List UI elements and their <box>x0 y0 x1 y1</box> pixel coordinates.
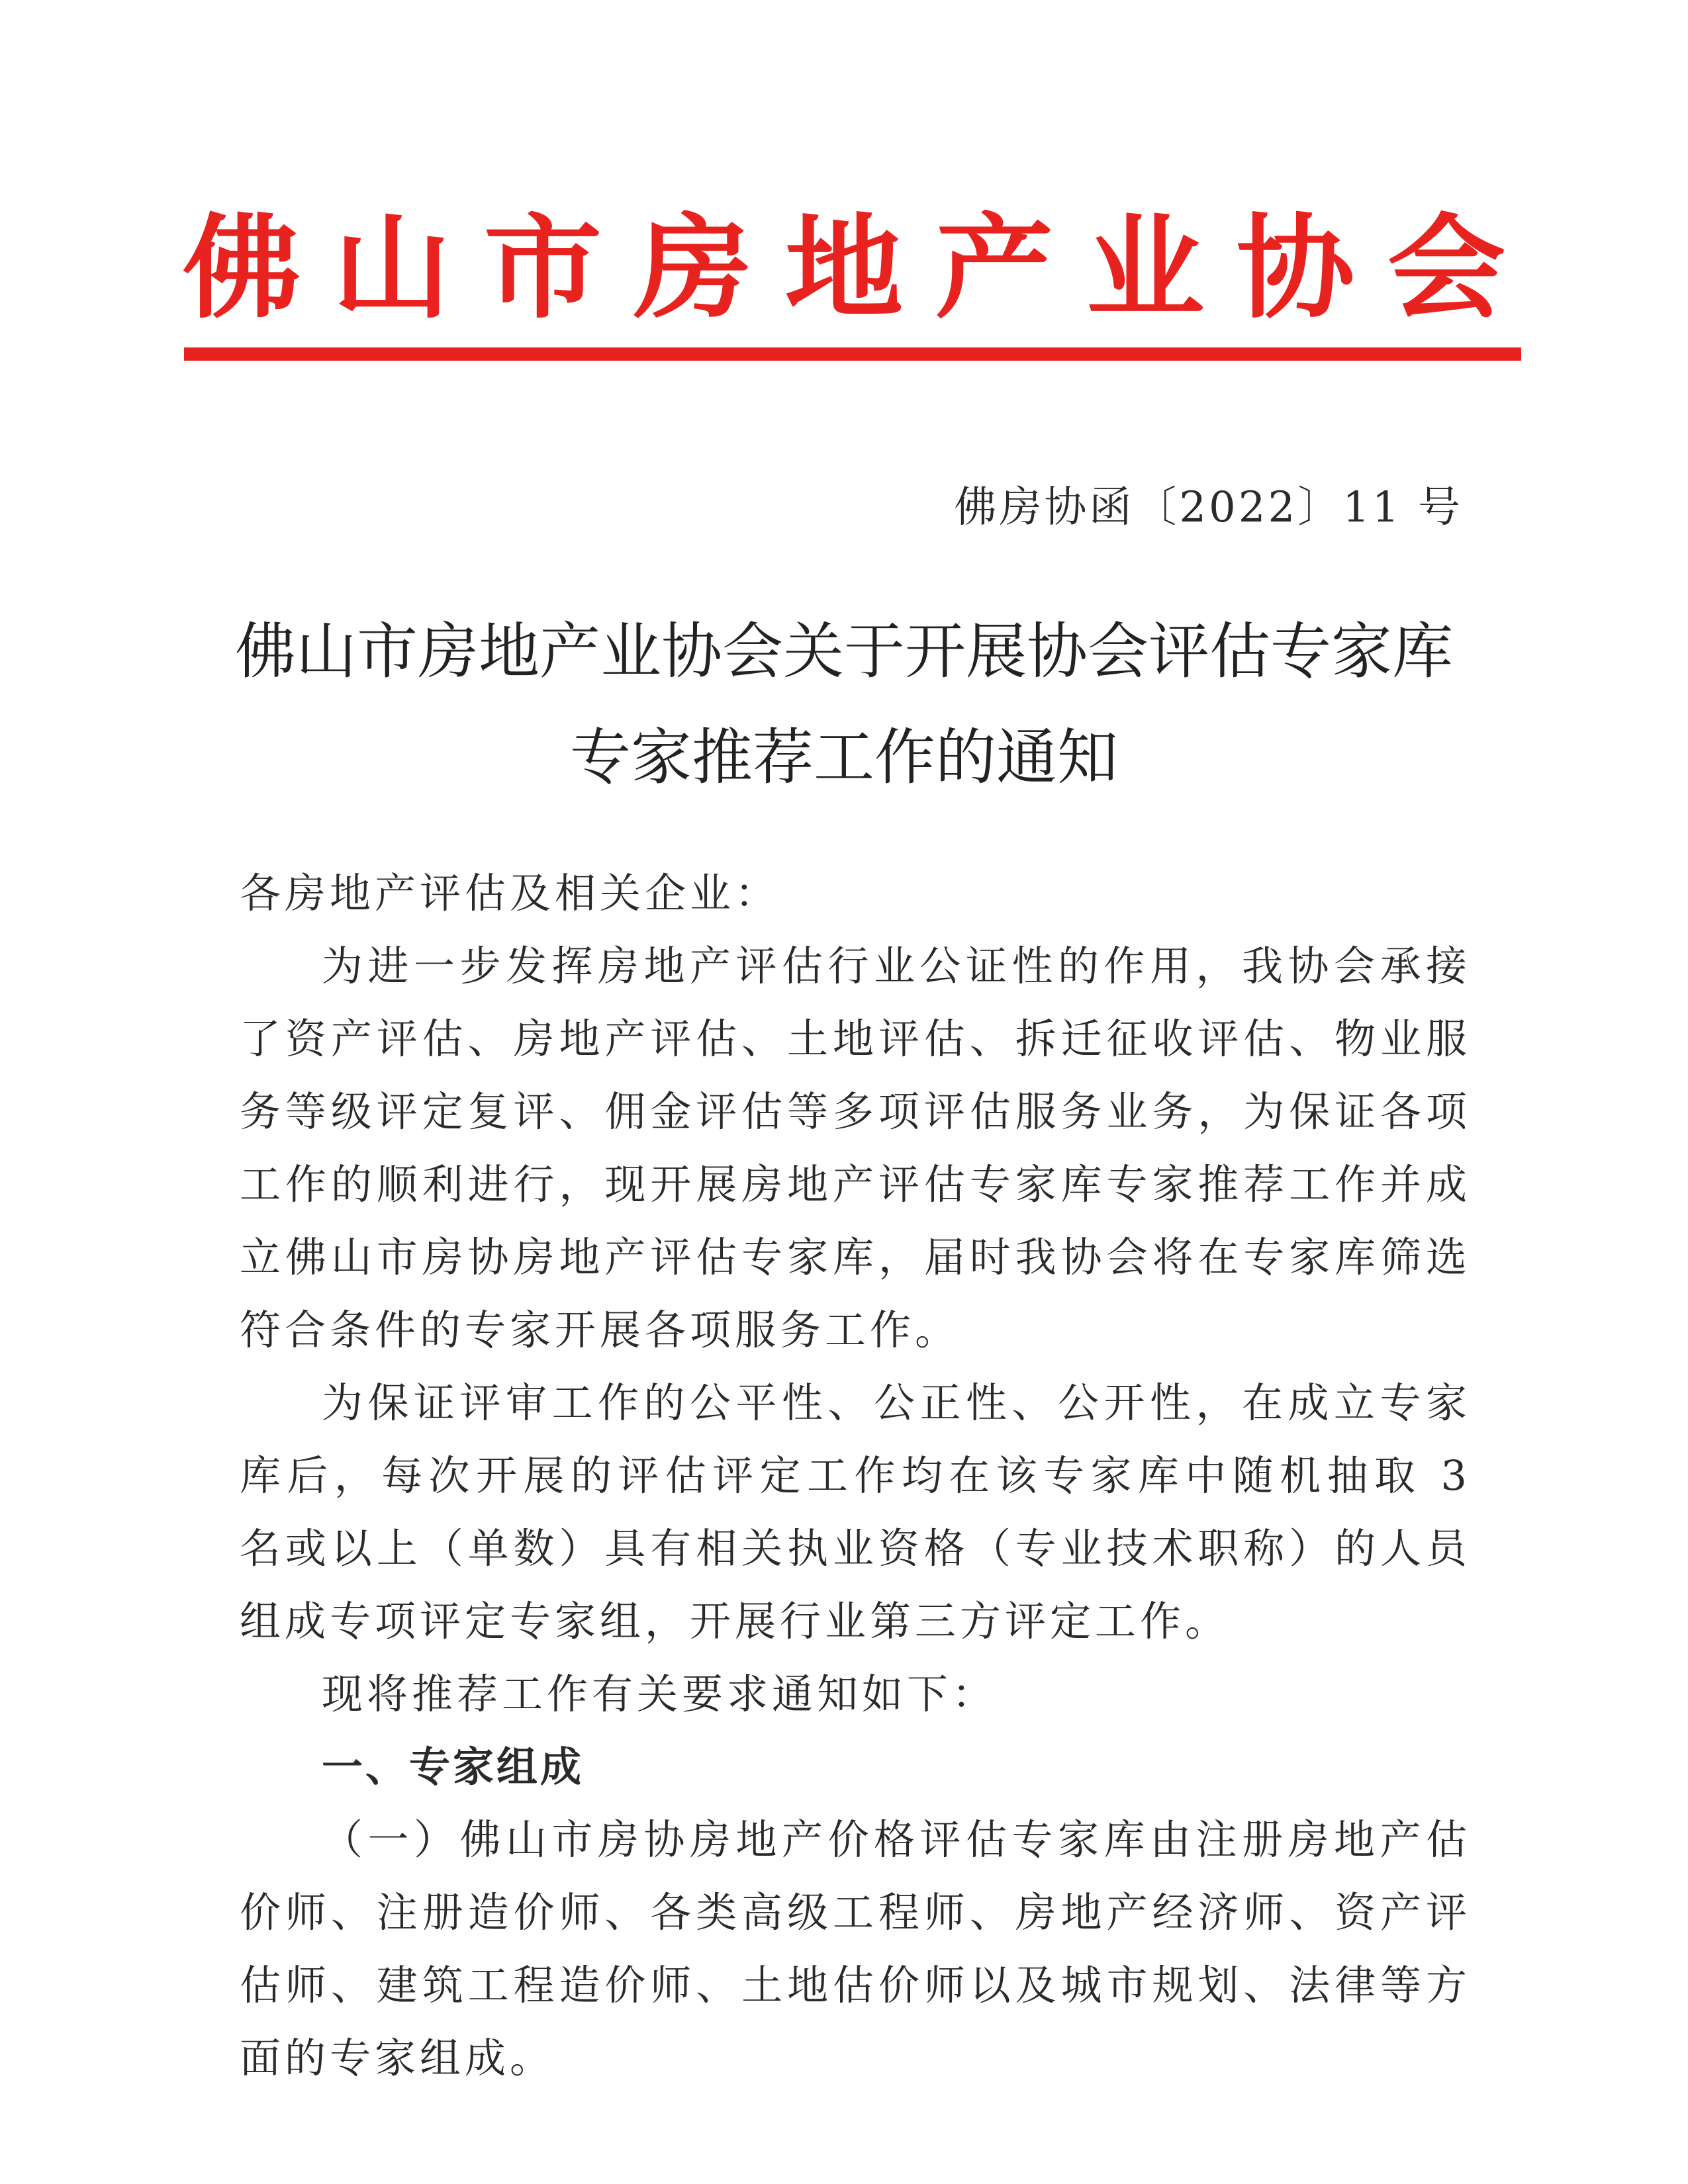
organization-char: 市 <box>483 202 602 334</box>
organization-char: 地 <box>784 202 904 334</box>
section-1-item-1: （一）佛山市房协房地产价格评估专家库由注册房地产估价师、注册造价师、各类高级工程师、房地产经济师、资产评估师、建筑工程造价师、土地估价师以及城市规划、法律等方面的专家组成。 <box>240 1815 1471 2082</box>
organization-char: 房 <box>634 202 753 334</box>
paragraph-2: 为保证评审工作的公平性、公正性、公开性，在成立专家库后，每次开展的评估评定工作均在该专家库中随机抽取 3 名或以上（单数）具有相关执业资格（专业技术职称）的人员组成专项评定专家组，开展行业第三方评定工作。 <box>240 1379 1471 1645</box>
organization-char: 业 <box>1086 202 1205 334</box>
paragraph-1: 为进一步发挥房地产评估行业公证性的作用，我协会承接了资产评估、房地产评估、土地评估、拆迁征收评估、物业服务等级评定复评、佣金评估等多项评估服务业务，为保证各项工作的顺利进行，现开展房地产评估专家库专家推荐工作并成立佛山市房协房地产评估专家库，届时我协会将在专家库筛选符合条件的专家开展各项服务工作。 <box>240 942 1471 1354</box>
organization-header <box>182 199 1506 338</box>
paragraph-3: 现将推荐工作有关要求通知如下： <box>322 1670 998 1718</box>
document-title <box>185 599 1503 811</box>
section-1-heading: 一、专家组成 <box>322 1743 585 1791</box>
organization-char: 会 <box>1387 202 1506 334</box>
organization-char: 产 <box>935 202 1054 334</box>
title-line-1: 佛山市房地产业协会关于开展协会评估专家库 <box>234 616 1453 687</box>
organization-char: 山 <box>333 202 451 334</box>
organization-char: 佛 <box>182 202 301 334</box>
header-red-rule <box>184 347 1521 361</box>
document-body <box>240 857 1471 2095</box>
document-number: 佛房协函〔2022〕11 号 <box>954 483 1463 532</box>
title-line-2: 专家推荐工作的通知 <box>569 722 1118 793</box>
salutation: 各房地产评估及相关企业： <box>240 869 780 917</box>
organization-char: 协 <box>1237 202 1355 334</box>
